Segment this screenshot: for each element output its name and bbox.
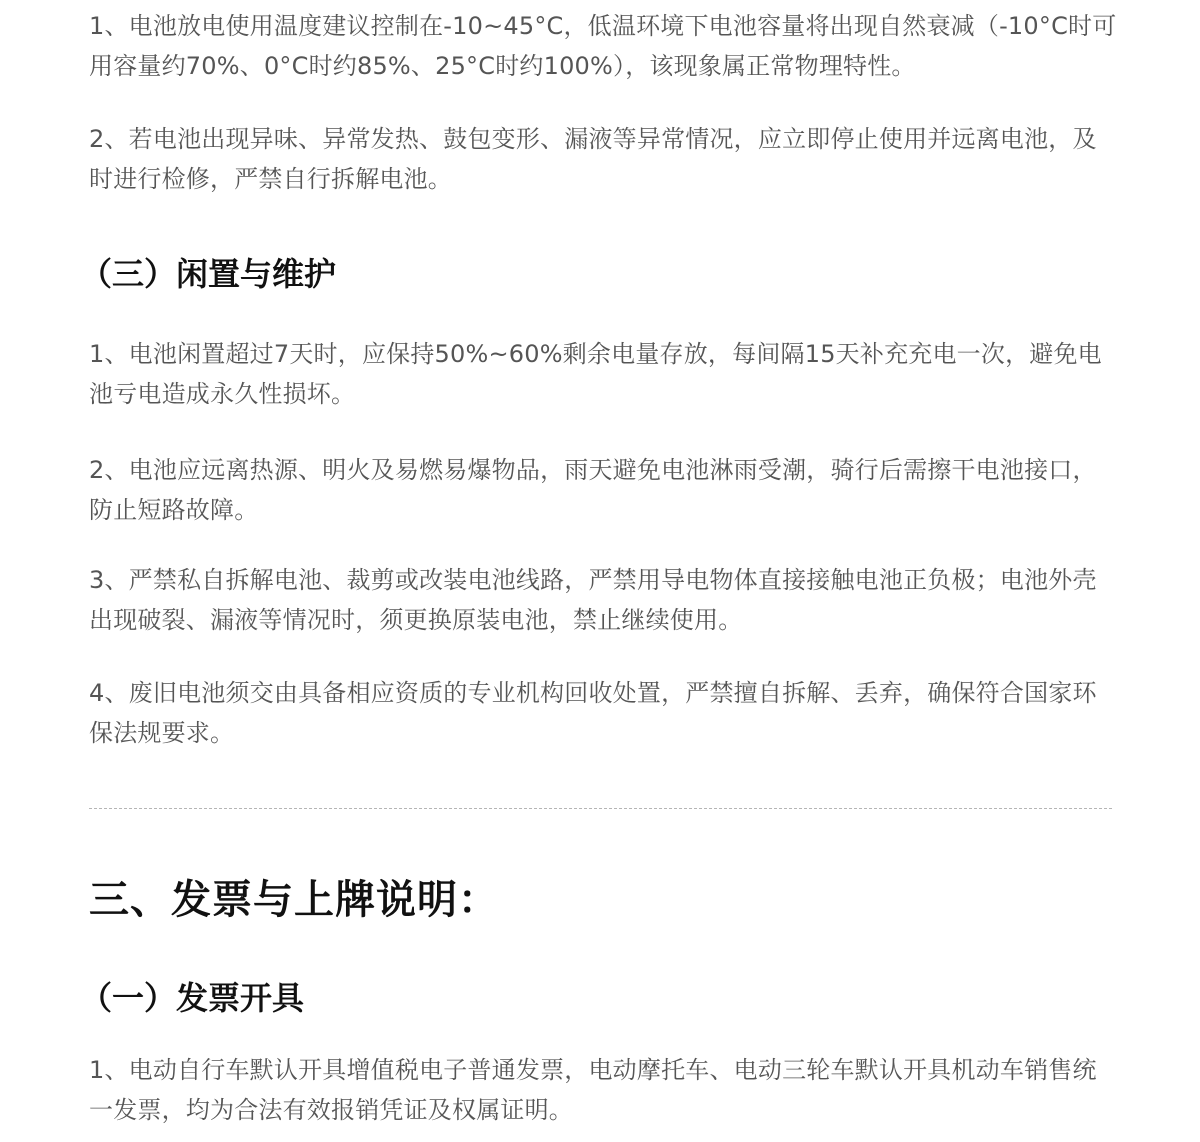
battery-usage-item-1: 1、电池放电使用温度建议控制在-10~45°C，低温环境下电池容量将出现自然衰减（-10°C时可用容量约70%、0°C时约85%、25°C时约100%），该现象属正常物理特性。	[89, 12, 1117, 80]
idle-maintenance-item-4: 4、废旧电池须交由具备相应资质的专业机构回收处置，严禁擅自拆解、丢弃，确保符合国家环保法规要求。	[89, 679, 1097, 747]
invoice-item-1: 1、电动自行车默认开具增值税电子普通发票，电动摩托车、电动三轮车默认开具机动车销售统一发票，均为合法有效报销凭证及权属证明。	[89, 1056, 1097, 1124]
invoice-sub-heading: （一）发票开具	[80, 979, 305, 1017]
idle-maintenance-heading: （三）闲置与维护	[80, 255, 337, 293]
invoice-section-heading: 三、发票与上牌说明：	[89, 877, 499, 923]
idle-maintenance-item-3: 3、严禁私自拆解电池、裁剪或改装电池线路，严禁用导电物体直接接触电池正负极；电池外壳出现破裂、漏液等情况时，须更换原装电池，禁止继续使用。	[89, 566, 1097, 634]
idle-maintenance-item-1: 1、电池闲置超过7天时，应保持50%~60%剩余电量存放，每间隔15天补充充电一次，避免电池亏电造成永久性损坏。	[89, 340, 1102, 408]
idle-maintenance-item-2: 2、电池应远离热源、明火及易燃易爆物品，雨天避免电池淋雨受潮，骑行后需擦干电池接口，防止短路故障。	[89, 456, 1097, 524]
battery-usage-item-2: 2、若电池出现异味、异常发热、鼓包变形、漏液等异常情况，应立即停止使用并远离电池，及时进行检修，严禁自行拆解电池。	[89, 125, 1097, 193]
section-divider	[89, 808, 1112, 809]
